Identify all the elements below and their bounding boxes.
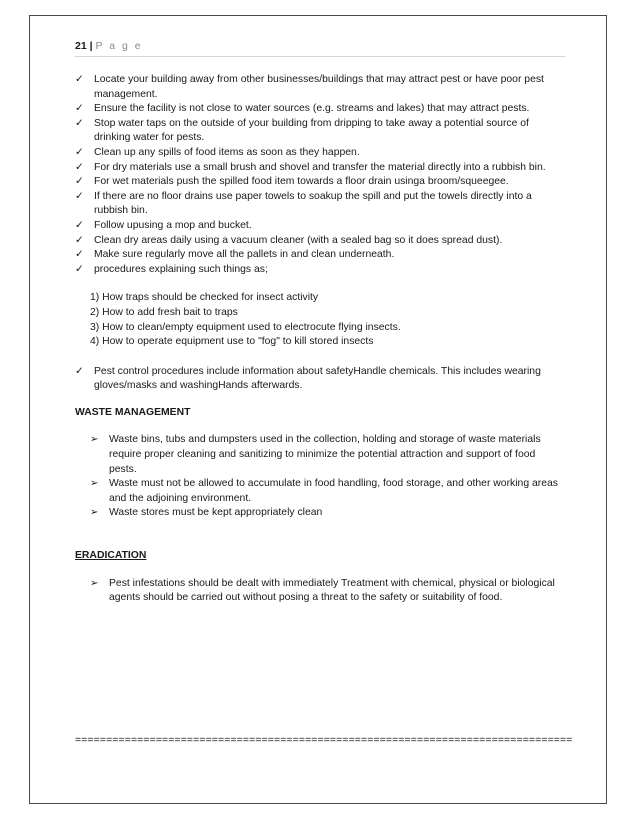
checklist-item [75,219,565,234]
page-number: 21 [75,40,87,52]
checklist-item-text: Pest control procedures include information about safetyHandle chemicals. This includes wearing gloves/masks and washingHands afterwards. [94,365,541,392]
check-icon: ✓ [75,365,84,377]
list-item-text: Pest infestations should be dealt with immediately Treatment with chemical, physical or biological agents should be carried out without posing a threat to the safety or suitability of food. [109,577,555,604]
check-icon: ✓ [75,176,84,188]
list-item [90,506,565,521]
header-separator: | [89,40,93,52]
checklist-item-text: For dry materials use a small brush and shovel and transfer the material directly into a rubbish bin. [94,161,546,173]
check-icon: ✓ [75,161,84,173]
checklist-item-text: Make sure regularly move all the pallets in and clean underneath. [94,249,395,261]
checklist-item-text: Ensure the facility is not close to water sources (e.g. streams and lakes) that may attract pests. [94,103,530,115]
checklist-item [75,146,565,161]
checklist-item-text: Stop water taps on the outside of your building from dripping to take away a potential source of drinking water for pests. [94,117,529,144]
checklist-item-text: Locate your building away from other businesses/buildings that may attract pest or have poor pest management. [94,74,544,100]
arrow-bullet-icon: ➢ [90,434,99,446]
section-divider: ================================================================================ [75,735,573,746]
waste-management-list [75,433,565,521]
checklist-item-text: Clean dry areas daily using a vacuum cleaner (with a sealed bag so it does spread dust). [94,234,503,246]
checklist-item [75,102,565,117]
pest-control-note [75,365,565,394]
list-item [90,433,565,477]
checklist-item-text: Follow upusing a mop and bucket. [94,219,252,231]
checklist-item-text: procedures explaining such things as; [94,263,268,275]
check-icon: ✓ [75,103,84,115]
checklist-item [75,161,565,176]
waste-management-heading: WASTE MANAGEMENT [75,406,191,418]
checklist-item-text: If there are no floor drains use paper towels to soakup the spill and put the towels directly into a rubbish bin. [94,190,532,217]
eradication-heading: ERADICATION [75,550,147,562]
check-icon: ✓ [75,74,84,85]
arrow-bullet-icon: ➢ [90,478,99,490]
document-body [75,73,565,606]
checklist-item-text: For wet materials push the spilled food item towards a floor drain usinga broom/squeegee. [94,176,509,188]
check-icon: ✓ [75,263,84,275]
checklist-item [75,73,565,102]
list-item [90,577,565,606]
checklist-item [75,190,565,219]
checklist-item [75,365,565,394]
checklist-item [75,234,565,249]
check-icon: ✓ [75,190,84,202]
page-label: P a g e [95,40,143,52]
arrow-bullet-icon: ➢ [90,577,99,589]
check-icon: ✓ [75,249,84,261]
checklist-item [75,117,565,146]
list-item [90,477,565,506]
checklist [75,73,565,277]
procedure-step: 3) How to clean/empty equipment used to electrocute flying insects. [90,321,401,333]
list-item-text: Waste stores must be kept appropriately clean [109,507,323,519]
procedure-step: 1) How traps should be checked for insect activity [90,292,319,304]
list-item-text: Waste must not be allowed to accumulate in food handling, food storage, and other working areas and the adjoining environment. [109,478,558,504]
checklist-item [75,175,565,190]
checklist-item-text: Clean up any spills of food items as soon as they happen. [94,146,360,158]
check-icon: ✓ [75,219,84,231]
page-header [75,40,565,57]
procedure-steps [75,291,565,349]
checklist-item [75,248,565,263]
check-icon: ✓ [75,117,84,129]
check-icon: ✓ [75,234,84,246]
procedure-step: 2) How to add fresh bait to traps [90,306,238,318]
arrow-bullet-icon: ➢ [90,507,99,519]
procedure-step: 4) How to operate equipment use to "fog" to kill stored insects [90,336,374,348]
check-icon: ✓ [75,146,84,158]
checklist-item [75,263,565,278]
list-item-text: Waste bins, tubs and dumpsters used in the collection, holding and storage of waste materials require proper cleaning and sanitizing to minimize the potential attraction and support of food pests. [109,434,541,475]
eradication-list [75,577,565,606]
